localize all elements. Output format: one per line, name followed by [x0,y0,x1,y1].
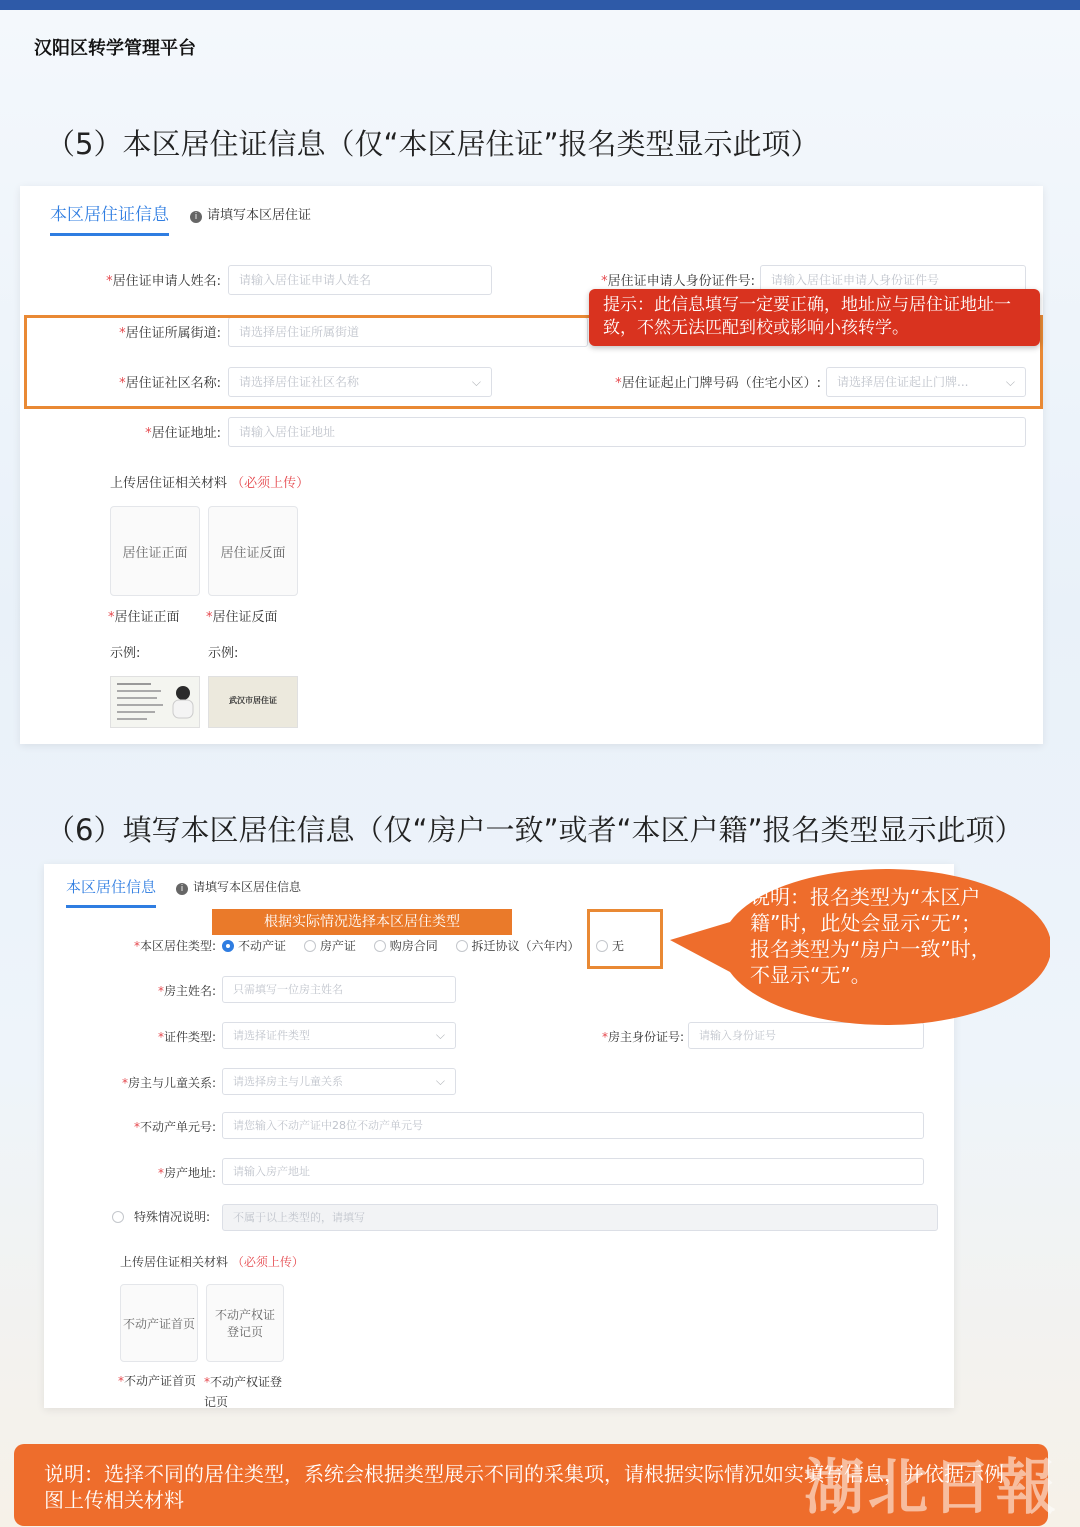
upload-permit-back[interactable]: 居住证反面 [208,506,298,596]
form-hint-text: 请填写本区居住证 [207,208,312,223]
applicant-id-label: *居住证申请人身份证件号: [601,274,755,289]
sample-permit-front-image [110,676,200,728]
example-label: 示例: [110,646,141,661]
radio-option-house-cert[interactable]: 房产证 [304,939,356,953]
residence-type-label: *本区居住类型: [133,939,216,953]
street-select[interactable]: 请选择居住证所属街道 [228,317,588,347]
property-address-label: *房产地址: [157,1166,216,1180]
form-hint-text: 请填写本区居住信息 [193,880,302,894]
radio-icon [304,940,316,952]
platform-title: 汉阳区转学管理平台 [34,38,196,59]
id-type-select[interactable]: 请选择证件类型 ⌵ [222,1022,456,1049]
applicant-name-label: *居住证申请人姓名: [106,274,221,289]
tab-residence-info[interactable]: 本区居住信息 [66,876,156,908]
property-address-input[interactable]: 请输入房产地址 [222,1158,924,1185]
applicant-name-input[interactable]: 请输入居住证申请人姓名 [228,265,492,295]
section6-title: （6）填写本区居住信息（仅“房户一致”或者“本区户籍”报名类型显示此项） [46,813,1024,847]
relation-select[interactable]: 请选择房主与儿童关系 ⌵ [222,1068,456,1095]
relation-label: *房主与儿童关系: [121,1076,216,1090]
community-select[interactable]: 请选择居住证社区名称 ⌵ [228,367,492,397]
door-no-label: *居住证起止门牌号码（住宅小区）: [615,376,821,391]
explanation-bubble-text: 说明：报名类型为“本区户籍”时，此处会显示“无”；报名类型为“房户一致”时，不显示“无”。 [750,885,991,987]
radio-icon [374,940,386,952]
residence-permit-card [20,186,1043,744]
radio-icon [456,940,468,952]
owner-id-label: *房主身份证号: [601,1030,684,1044]
unit-no-label: *不动产单元号: [133,1120,216,1134]
radio-option-demolition[interactable]: 拆迁协议（六年内） [456,939,580,953]
chevron-down-icon: ⌵ [435,1074,445,1088]
section5-title: （5）本区居住证信息（仅“本区居住证”报名类型显示此项） [46,127,820,161]
sample-front-graphic [111,677,199,727]
upload-front-caption: *居住证正面 [108,610,180,625]
top-bar [0,0,1080,10]
id-type-label: *证件类型: [157,1030,216,1044]
upload-property-cert-front[interactable]: 不动产证首页 [120,1284,198,1362]
form-hint [190,204,311,223]
special-case-option[interactable]: 特殊情况说明: [112,1208,210,1225]
bottom-note: 说明：选择不同的居住类型，系统会根据类型展示不同的采集项，请根据实际情况如实填写信息，并依据示例图上传相关材料 [14,1444,1048,1526]
address-input[interactable]: 请输入居住证地址 [228,417,1026,447]
owner-id-input[interactable]: 请输入身份证号 [688,1022,924,1049]
unit-no-input[interactable]: 请您输入不动产证中28位不动产单元号 [222,1112,924,1139]
tip-callout: 提示：此信息填写一定要正确，地址应与居住证地址一致，不然无法匹配到校或影响小孩转学。 [589,289,1040,346]
chevron-down-icon: ⌵ [435,1028,445,1042]
upload-caption-front: *不动产证首页 [118,1374,197,1388]
upload-back-caption: *居住证反面 [206,610,278,625]
upload-property-cert-register[interactable]: 不动产权证登记页 [206,1284,284,1362]
radio-option-purchase-contract[interactable]: 购房合同 [374,939,438,953]
radio-option-property-cert[interactable]: 不动产证 [222,939,286,953]
upload-section-title: 上传居住证相关材料 （必须上传） [110,476,310,491]
radio-icon [112,1211,124,1223]
chevron-down-icon: ⌵ [1005,375,1015,389]
sample-permit-back-image: 武汉市居住证 [208,676,298,728]
watermark-logo: 湖北日報 [804,1453,1060,1523]
community-label: *居住证社区名称: [119,376,221,391]
radio-option-none[interactable]: 无 [596,937,624,954]
radio-selected-icon [222,940,234,952]
tab-residence-permit[interactable]: 本区居住证信息 [50,200,169,236]
form-hint [176,878,301,895]
applicant-id-input[interactable]: 请输入居住证申请人身份证件号 [760,265,1026,295]
info-icon: i [176,883,188,895]
residence-type-radio-group [222,937,594,954]
owner-name-label: *房主姓名: [157,984,216,998]
upload-caption-register: *不动产权证登记页 [204,1375,283,1409]
upload-permit-front[interactable]: 居住证正面 [110,506,200,596]
example-label: 示例: [208,646,239,661]
special-case-input[interactable]: 不属于以上类型的，请填写 [222,1204,938,1231]
chevron-down-icon: ⌵ [471,375,481,389]
door-no-select[interactable]: 请选择居住证起止门牌... ⌵ [826,367,1026,397]
upload-section-title: 上传居住证相关材料 （必须上传） [120,1255,304,1269]
info-icon: i [190,211,202,223]
owner-name-input[interactable]: 只需填写一位房主姓名 [222,976,456,1003]
address-label: *居住证地址: [145,426,221,441]
select-type-label: 根据实际情况选择本区居住类型 [212,909,512,935]
street-label: *居住证所属街道: [119,326,221,341]
none-option-highlight [587,909,663,969]
